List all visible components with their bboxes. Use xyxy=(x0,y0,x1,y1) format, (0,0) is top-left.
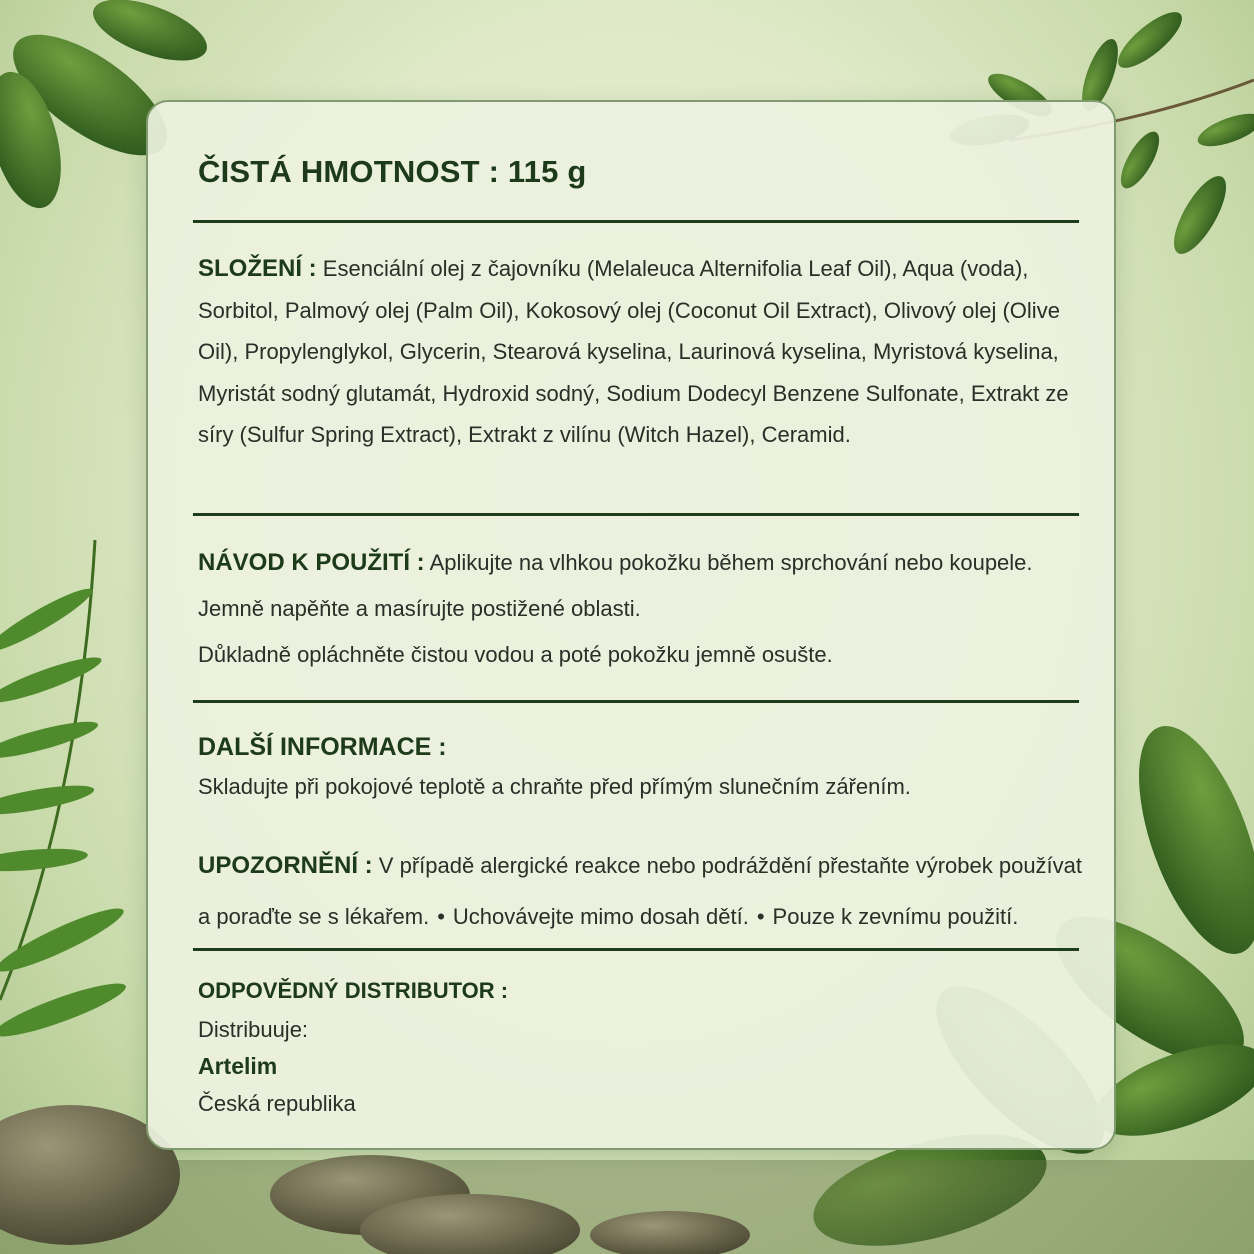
bullet-separator: • xyxy=(756,904,765,929)
fern-left-icon xyxy=(0,540,130,1045)
divider xyxy=(193,700,1079,703)
distributor-country: Česká republika xyxy=(198,1091,356,1116)
composition-text: Esenciální olej z čajovníku (Melaleuca Alternifolia Leaf Oil), Aqua (voda), Sorbitol, Palmový olej (Palm Oil), Kokosový olej (Coconut Oil Extract), Olivový olej (Olive Oil), Propylenglykol, Glycerin, Stearová kyselina, Laurinová kyselina, Myristová kyselina, Myristát sodný glutamát, Hydroxid sodný, Sodium Dodecyl Benzene Sulfonate, Extrakt ze síry (Sulfur Spring Extract), Extrakt z vilínu (Witch Hazel), Ceramid. xyxy=(198,256,1069,447)
warning-label: UPOZORNĚNÍ : xyxy=(198,852,373,879)
warning-line-2b: Uchovávejte mimo dosah dětí. xyxy=(452,904,749,929)
usage-label: NÁVOD K POUŽITÍ : xyxy=(198,549,425,576)
composition-label: SLOŽENÍ : xyxy=(198,255,317,282)
distributor-name: Artelim xyxy=(198,1053,278,1079)
distributed-by-label: Distribuuje: xyxy=(198,1017,309,1042)
warning-line-2a: a poraďte se s lékařem. xyxy=(198,904,430,929)
usage-line-2: Jemně napěňte a masírujte postižené oblasti. xyxy=(198,596,641,621)
usage-line-1: Aplikujte na vlhkou pokožku během sprchování nebo koupele. xyxy=(429,550,1033,575)
warning-line-1: V případě alergické reakce nebo podráždění přestaňte výrobek používat xyxy=(378,853,1083,878)
divider xyxy=(193,948,1079,951)
bullet-separator: • xyxy=(437,904,445,929)
divider xyxy=(193,220,1079,223)
more-info-text: Skladujte při pokojové teplotě a chraňte před přímým slunečním zářením. xyxy=(198,774,911,799)
composition-section xyxy=(198,248,1093,456)
usage-line-3: Důkladně opláchněte čistou vodou a poté pokožku jemně osušte. xyxy=(198,642,833,667)
warning-line-2c: Pouze k zevnímu použití. xyxy=(772,904,1019,929)
more-info-label: DALŠÍ INFORMACE : xyxy=(198,733,447,761)
divider xyxy=(193,513,1079,516)
distributor-label: ODPOVĚDNÝ DISTRIBUTOR : xyxy=(198,978,509,1003)
warning-section xyxy=(198,840,1093,942)
usage-section xyxy=(198,540,1093,678)
net-weight-heading: ČISTÁ HMOTNOST : 115 g xyxy=(198,154,587,189)
